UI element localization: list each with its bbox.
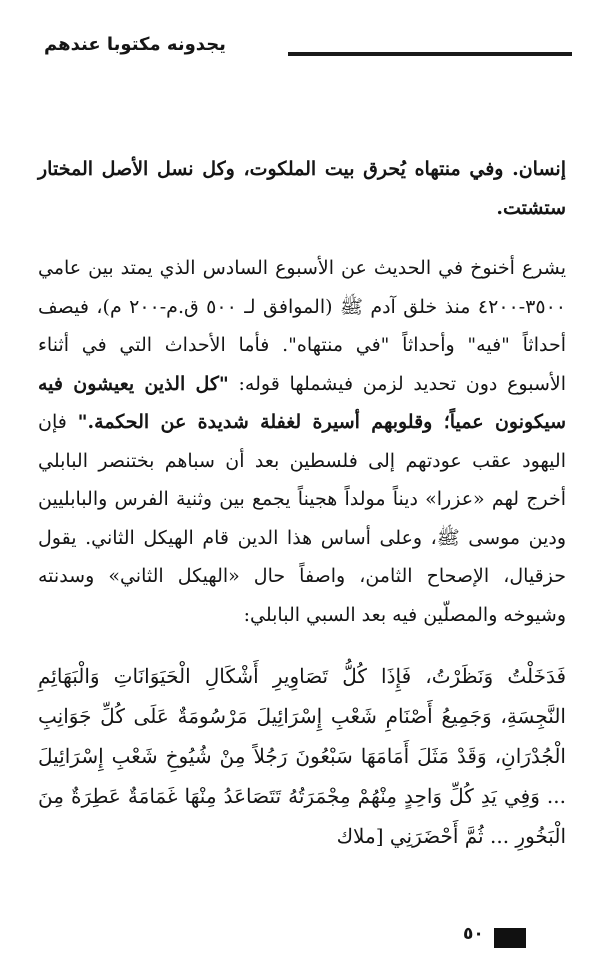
page-body bbox=[38, 150, 566, 856]
text-segment: إنسان. وفي منتهاه يُحرق بيت الملكوت، وكل نسل الأصل المختار ستشتت. bbox=[38, 158, 566, 219]
page-footer bbox=[0, 924, 611, 954]
scripture-quote bbox=[38, 656, 566, 856]
header-rule bbox=[288, 52, 572, 56]
quoted-text: "كل الذين يعيشون فيه سيكونون عمياً؛ وقلوبهم أسيرة لغفلة شديدة عن الحكمة." bbox=[38, 372, 566, 433]
text-segment: يشرع أخنوخ في الحديث عن الأسبوع السادس الذي يمتد بين عامي ٣٥٠٠-٤٢٠٠ منذ خلق آدم ﷺ (الموافق لـ ٥٠٠ ق.م-٢٠٠ م)، فيصف أحداثاً "فيه" وأحداثاً "في منتهاه". فأما الأحداث التي في أثناء الأسبوع دون تحديد لزمن فيشملها قوله: bbox=[38, 257, 566, 395]
paragraph-sixth-week bbox=[38, 249, 566, 634]
text-segment: فَدَخَلْتُ وَنَظَرْتُ، فَإِذَا كُلُّ تَصَاوِيرِ أَشْكَالِ الْحَيَوَانَاتِ وَالْبَهَائِمِ النَّجِسَةِ، وَجَمِيعُ أَصْنَامِ شَعْبِ إِسْرَائِيلَ مَرْسُومَةٌ عَلَى كُلِّ جَوَانِبِ الْجُدْرَانِ، وَقَدْ مَثَلَ أَمَامَهَا سَبْعُونَ رَجُلاً مِنْ شُيُوخِ شَعْبِ إِسْرَائِيلَ ... وَفِي يَدِ كُلِّ وَاحِدٍ مِنْهُمْ مِجْمَرَتُهُ تَتَصَاعَدُ مِنْهَا غَمَامَةٌ عَطِرَةٌ مِنَ الْبَخُورِ ... ثُمَّ أَحْضَرَنِي [ملاك bbox=[38, 664, 566, 848]
text-segment: فإن اليهود عقب عودتهم إلى فلسطين بعد أن سباهم بختنصر البابلي أخرج لهم «عزرا» ديناً مولداً هجيناً يجمع بين وثنية الفرس والبابليين ودين موسى ﷺ، وعلى أساس هذا الدين قام الهيكل الثاني. يقول حزقيال، الإصحاح الثامن، واصفاً حال «الهيكل الثاني» وسدنته وشيوخه والمصلّين فيه بعد السبي البابلي: bbox=[38, 411, 566, 626]
running-head-title: يجدونه مكتوبا عندهم bbox=[44, 34, 226, 55]
page-number: ٥٠ bbox=[463, 924, 484, 944]
running-header bbox=[0, 30, 611, 70]
page-marker-block bbox=[494, 928, 526, 948]
paragraph-continuation bbox=[38, 150, 566, 227]
